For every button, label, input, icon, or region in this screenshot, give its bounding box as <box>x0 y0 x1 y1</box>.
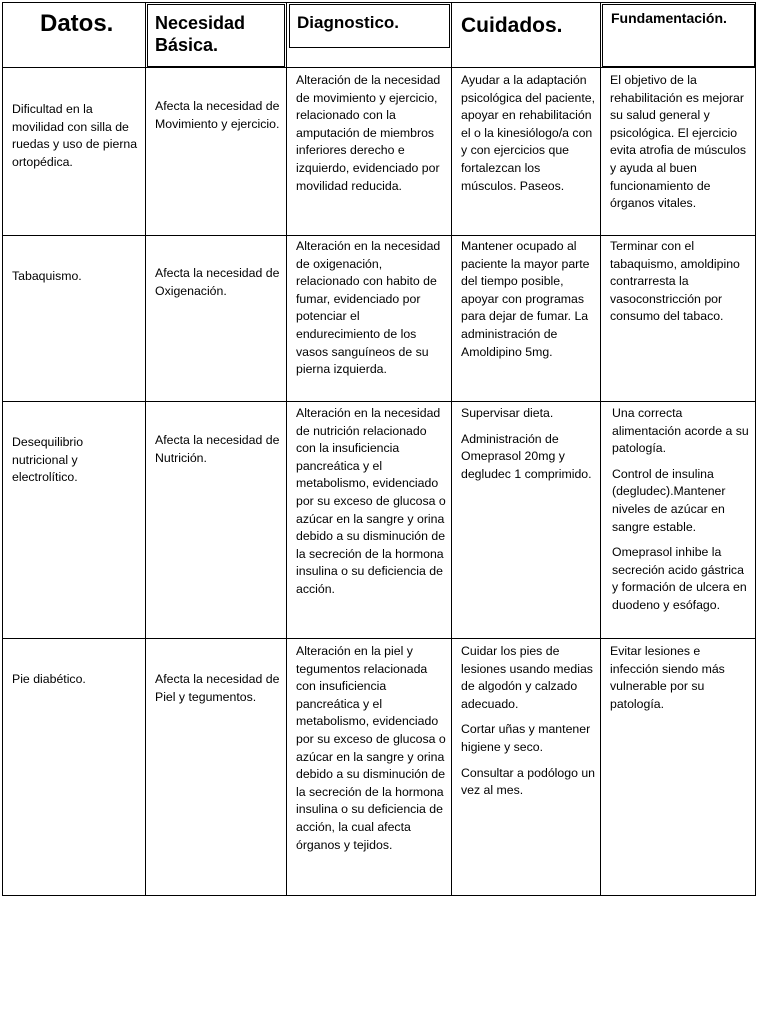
row2-cuidados-item: Mantener ocupado al paciente la mayor parte del tiempo posible, apoyar con programas para dejar de fumar. La administración de Amoldipino 5mg. <box>461 239 590 359</box>
row4-diagnostico: Alteración en la piel y tegumentos relacionada con insuficiencia pancreática y el metabolismo, evidenciado por su exceso de glucosa o azúcar en la sangre y orina debido a su disminución de la secreción de la hormona insulina o su deficiencia de acción, la cual afecta órganos y tejidos. <box>296 644 446 852</box>
row1-diagnostico: Alteración de la necesidad de movimiento y ejercicio, relacionado con la amputación de miembros inferiores derecho e izquierdo, evidenciado por movilidad reducida. <box>296 73 441 193</box>
row2-fundamentacion <box>610 238 750 326</box>
header-necesidad-line2: Básica. <box>155 35 219 55</box>
row3-fundamentacion-item: Control de insulina (degludec).Mantener niveles de azúcar en sangre estable. <box>612 466 726 534</box>
row3-cuidados-item: Supervisar dieta. <box>461 406 554 420</box>
row-divider <box>2 638 756 639</box>
row2-necesidad: Afecta la necesidad de Oxigenación. <box>155 266 280 298</box>
column-divider <box>145 2 146 896</box>
row4-necesidad: Afecta la necesidad de Piel y tegumentos. <box>155 672 280 704</box>
table-border-top <box>2 2 756 3</box>
row3-fundamentacion-item: Omeprasol inhibe la secreción acido gástrica y formación de ulcera en duodeno y esófago. <box>612 545 747 612</box>
row3-necesidad: Afecta la necesidad de Nutrición. <box>155 433 280 465</box>
header-divider <box>2 67 756 68</box>
row-divider <box>2 401 756 402</box>
row1-datos: Dificultad en la movilidad con silla de ruedas y uso de pierna ortopédica. <box>12 102 138 169</box>
row1-cuidados-item: Ayudar a la adaptación psicológica del paciente, apoyar en rehabilitación el o la kinesiólogo/a con y con ejercicios que fortalezcan los músculos. Paseos. <box>461 73 595 193</box>
row4-cuidados-item: Cuidar los pies de lesiones usando medias de algodón y calzado adecuado. <box>461 644 593 711</box>
column-divider <box>451 2 452 896</box>
row2-datos: Tabaquismo. <box>12 269 82 283</box>
header-fundamentacion: Fundamentación. <box>611 10 727 26</box>
row4-fundamentacion <box>610 643 750 713</box>
row3-cuidados-item: Administración de Omeprasol 20mg y degludec 1 comprimido. <box>461 431 592 481</box>
row1-fundamentacion-item: El objetivo de la rehabilitación es mejorar su salud general y psicológica. El ejercicio evita atrofia de músculos y ayuda al buen funcionamiento de órganos vitales. <box>610 73 747 211</box>
row4-cuidados-item: Consultar a podólogo un vez al mes. <box>461 765 595 798</box>
row3-fundamentacion <box>612 405 752 615</box>
row3-diagnostico: Alteración en la necesidad de nutrición relacionado con la insuficiencia pancreática y el metabolismo, evidenciado por su exceso de glucosa o azúcar en la sangre y orina debido a su disminución de la secreción de la hormona insulina o su deficiencia de acción. <box>296 406 446 596</box>
row3-datos: Desequilibrio nutricional y electrolítico. <box>12 435 84 485</box>
row3-cuidados <box>461 405 595 483</box>
row-divider <box>2 235 756 236</box>
row4-fundamentacion-item: Evitar lesiones e infección siendo más vulnerable por su patología. <box>610 644 725 711</box>
row1-cuidados <box>461 72 595 195</box>
table-border-left <box>2 2 3 896</box>
column-divider <box>286 2 287 896</box>
row2-cuidados <box>461 238 595 361</box>
header-necesidad <box>155 12 245 56</box>
header-necesidad-line1: Necesidad <box>155 13 246 33</box>
column-divider <box>600 2 601 896</box>
row3-fundamentacion-item: Una correcta alimentación acorde a su patología. <box>612 406 749 456</box>
row2-fundamentacion-item: Terminar con el tabaquismo, amoldipino contrarresta la vasoconstricción por consumo del tabaco. <box>610 239 740 324</box>
header-diagnostico: Diagnostico. <box>297 13 400 32</box>
header-datos: Datos. <box>40 10 114 37</box>
row2-diagnostico: Alteración en la necesidad de oxigenación, relacionado con habito de fumar, evidenciado por potenciar el endurecimiento de los vasos sanguíneos de su pierna izquierda. <box>296 239 441 377</box>
row4-datos: Pie diabético. <box>12 672 86 686</box>
row4-cuidados-item: Cortar uñas y mantener higiene y seco. <box>461 722 591 754</box>
table-border-right <box>755 2 756 896</box>
row4-cuidados <box>461 643 595 800</box>
table-border-bottom <box>2 895 756 896</box>
row1-necesidad: Afecta la necesidad de Movimiento y ejercicio. <box>155 99 280 131</box>
row1-fundamentacion <box>610 72 750 213</box>
header-cuidados: Cuidados. <box>461 14 563 37</box>
